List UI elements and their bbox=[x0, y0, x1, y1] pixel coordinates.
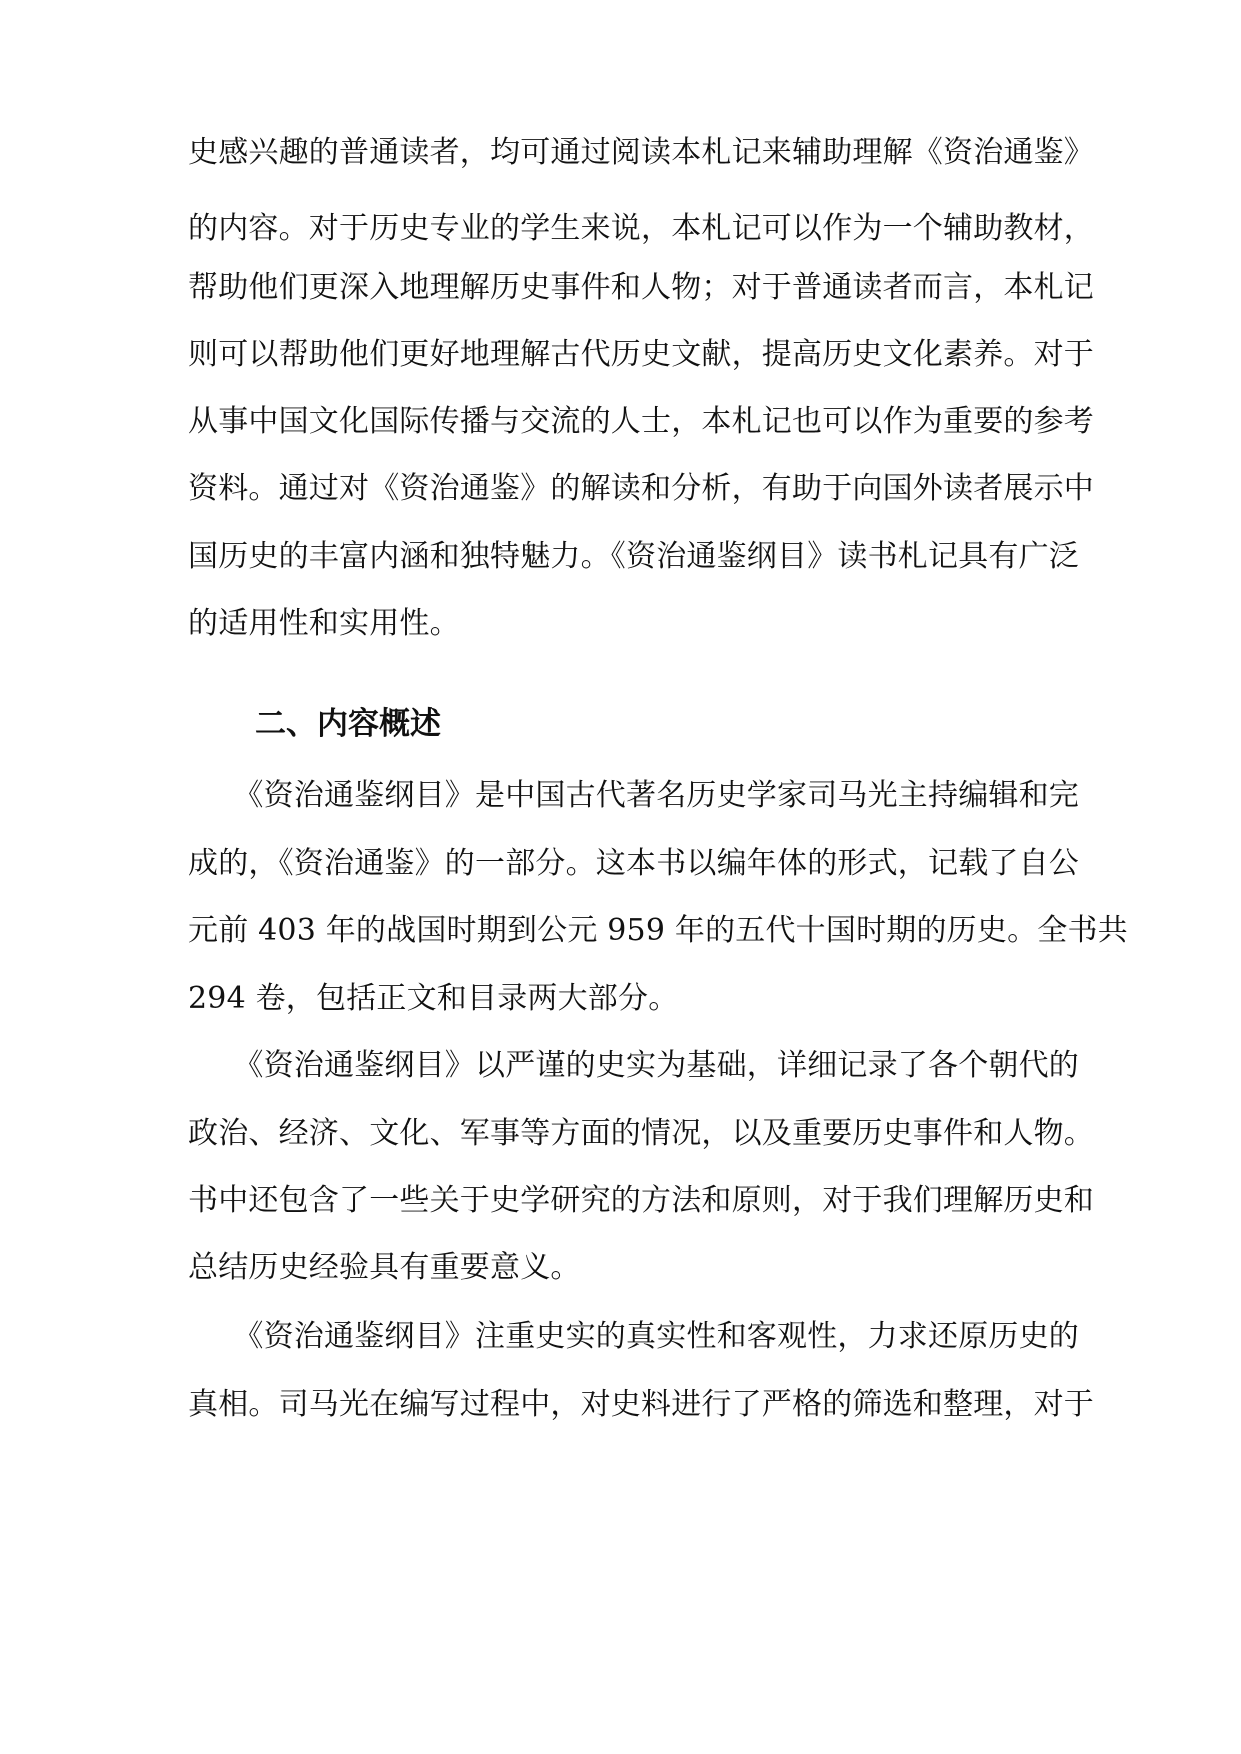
paragraph-line: 成的，《资治通鉴》的一部分。这本书以编年体的形式，记载了自公 bbox=[188, 846, 1079, 881]
paragraph-line: 的内容。对于历史专业的学生来说，本札记可以作为一个辅助教材， bbox=[188, 211, 1094, 246]
paragraph-line: 政治、经济、文化、军事等方面的情况，以及重要历史事件和人物。 bbox=[188, 1116, 1094, 1151]
paragraph-line: 从事中国文化国际传播与交流的人士，本札记也可以作为重要的参考 bbox=[188, 404, 1094, 439]
paragraph-line: 《资治通鉴纲目》以严谨的史实为基础，详细记录了各个朝代的 bbox=[188, 1048, 1079, 1083]
paragraph-line: 史感兴趣的普通读者，均可通过阅读本札记来辅助理解《资治通鉴》 bbox=[188, 135, 1094, 170]
paragraph-line: 《资治通鉴纲目》是中国古代著名历史学家司马光主持编辑和完 bbox=[188, 778, 1079, 813]
paragraph-line: 《资治通鉴纲目》注重史实的真实性和客观性，力求还原历史的 bbox=[188, 1319, 1079, 1354]
paragraph-line: 总结历史经验具有重要意义。 bbox=[188, 1250, 581, 1285]
paragraph-line: 国历史的丰富内涵和独特魅力。《资治通鉴纲目》读书札记具有广泛 bbox=[188, 539, 1079, 574]
section-heading: 二、内容概述 bbox=[255, 706, 441, 742]
paragraph-line: 真相。司马光在编写过程中，对史料进行了严格的筛选和整理，对于 bbox=[188, 1387, 1094, 1422]
paragraph-line: 则可以帮助他们更好地理解古代历史文献，提高历史文化素养。对于 bbox=[188, 337, 1094, 372]
paragraph-line: 帮助他们更深入地理解历史事件和人物；对于普通读者而言，本札记 bbox=[188, 270, 1094, 305]
paragraph-line: 元前 403 年的战国时期到公元 959 年的五代十国时期的历史。全书共 bbox=[188, 913, 1128, 948]
paragraph-line: 的适用性和实用性。 bbox=[188, 606, 460, 641]
paragraph-line: 书中还包含了一些关于史学研究的方法和原则，对于我们理解历史和 bbox=[188, 1183, 1094, 1218]
paragraph-line: 资料。通过对《资治通鉴》的解读和分析，有助于向国外读者展示中 bbox=[188, 471, 1094, 506]
paragraph-line: 294 卷，包括正文和目录两大部分。 bbox=[188, 981, 679, 1016]
